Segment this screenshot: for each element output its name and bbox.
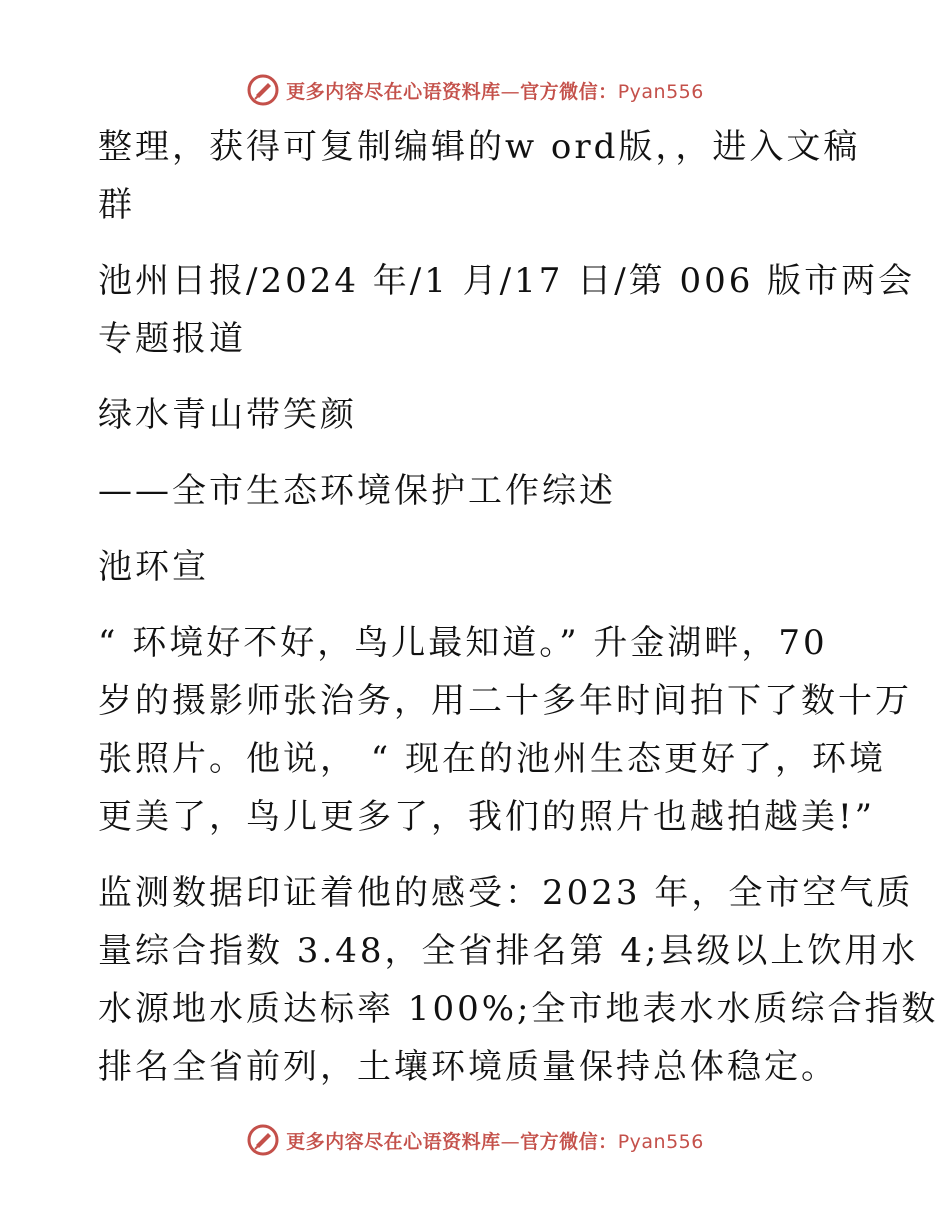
paragraph	[98, 864, 939, 1096]
header-watermark	[0, 70, 950, 110]
watermark-dash: —	[500, 1130, 521, 1153]
paragraph-line: 专题报道	[98, 319, 246, 359]
paragraph	[98, 538, 858, 596]
paragraph	[98, 252, 916, 368]
watermark-handle: Pyan556	[617, 80, 704, 103]
watermark-text	[286, 77, 704, 104]
footer-watermark	[0, 1120, 950, 1160]
paragraph-line: “ 环境好不好，鸟儿最知道。” 升金湖畔，70	[98, 623, 828, 663]
paragraph-line: 绿水青山带笑颜	[98, 395, 357, 435]
watermark-brand: 更多内容尽在心语资料库	[286, 1130, 501, 1153]
paragraph-line: 水源地水质达标率 100%;全市地表水水质综合指数	[98, 989, 939, 1029]
watermark-dash: —	[500, 80, 521, 103]
brand-logo-icon	[246, 73, 280, 107]
watermark-official: 官方微信：	[520, 1130, 618, 1153]
paragraph-line: 排名全省前列，土壤环境质量保持总体稳定。	[98, 1047, 838, 1087]
paragraph	[98, 118, 861, 234]
document-body	[98, 118, 939, 1114]
paragraph-line: ——全市生态环境保护工作综述	[98, 471, 616, 511]
paragraph-line: 岁的摄影师张治务，用二十多年时间拍下了数十万	[98, 681, 912, 721]
paragraph-line: 群	[98, 185, 135, 225]
paragraph-line: 量综合指数 3.48，全省排名第 4;县级以上饮用水	[98, 931, 919, 971]
paragraph-line: 张照片。他说， “ 现在的池州生态更好了，环境	[98, 739, 886, 779]
brand-logo-icon	[246, 1123, 280, 1157]
watermark-brand: 更多内容尽在心语资料库	[286, 80, 501, 103]
paragraph-line: 池环宣	[98, 547, 209, 587]
paragraph-line: 池州日报/2024 年/1 月/17 日/第 006 版市两会	[98, 261, 916, 301]
paragraph-line: 更美了，鸟儿更多了，我们的照片也越拍越美!”	[98, 797, 876, 837]
paragraph	[98, 614, 912, 846]
paragraph-line: 监测数据印证着他的感受：2023 年，全市空气质	[98, 873, 914, 913]
watermark-official: 官方微信：	[520, 80, 618, 103]
paragraph-line: 整理，获得可复制编辑的w ord版，，进入文稿	[98, 127, 861, 167]
watermark-text	[286, 1127, 704, 1154]
paragraph	[98, 386, 858, 444]
watermark-handle: Pyan556	[617, 1130, 704, 1153]
paragraph	[98, 462, 858, 520]
